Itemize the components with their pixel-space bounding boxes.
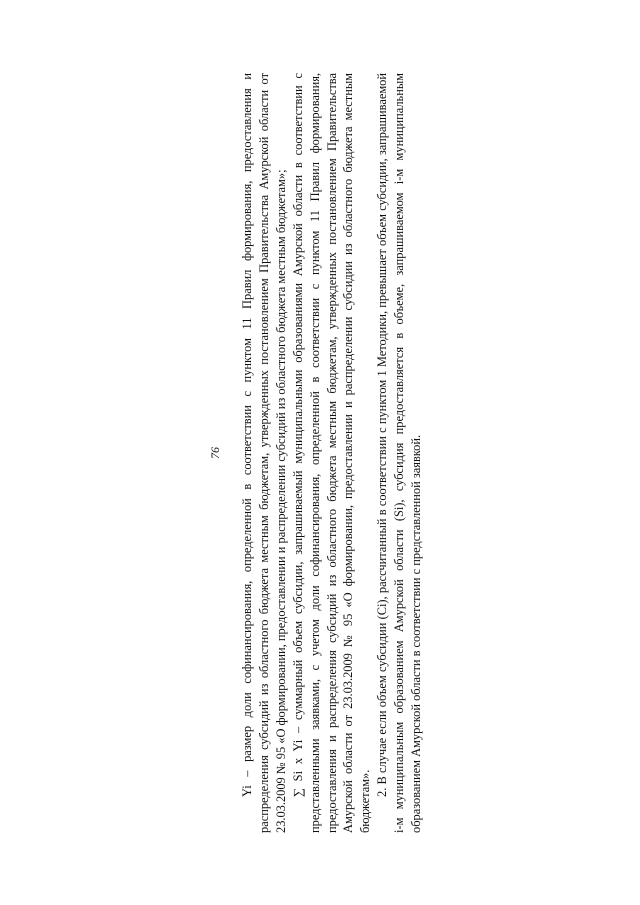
page-number: 76 <box>208 447 222 459</box>
paragraph-item-2: 2. В случае если объем субсидии (Ci), рассчитанный в соответствии с пунктом 1 Методики, превышает объем субсидии, запрашиваемой i-м муниципальным образованием Амурской области (Si), субсидия предоставляется в объеме, запрашиваемом i-м муниципальным образованием Амурской области в соответствии с представленной заявкой. <box>375 73 424 833</box>
rotated-document <box>207 73 437 833</box>
paragraph-yi-definition: Yi – размер доли софинансирования, определенной в соответствии с пунктом 11 Правил формирования, предоставления и распределения субсидий из областного бюджета местным бюджетам, утвержденных постановлением Правительства Амурской области от 23.03.2009 № 95 «О формировании, предоставлении и распределении субсидий из областного бюджета местным бюджетам»; <box>240 73 288 833</box>
paragraph-sum-definition: ∑ Si x Yi – суммарный объем субсидии, запрашиваемый муниципальными образованиями Амурской области в соответствии с представленными заявками, с учетом доли софинансирования, определенной в соответствии с пунктом 11 Правил формирования, предоставления и распределения субсидий из областного бюджета местным бюджетам, утвержденных постановлением Правительства Амурской области от 23.03.2009 № 95 «О формировании, предоставлении и распределении субсидии из областного бюджета местным бюджетам». <box>290 73 373 833</box>
document-body <box>239 73 425 833</box>
